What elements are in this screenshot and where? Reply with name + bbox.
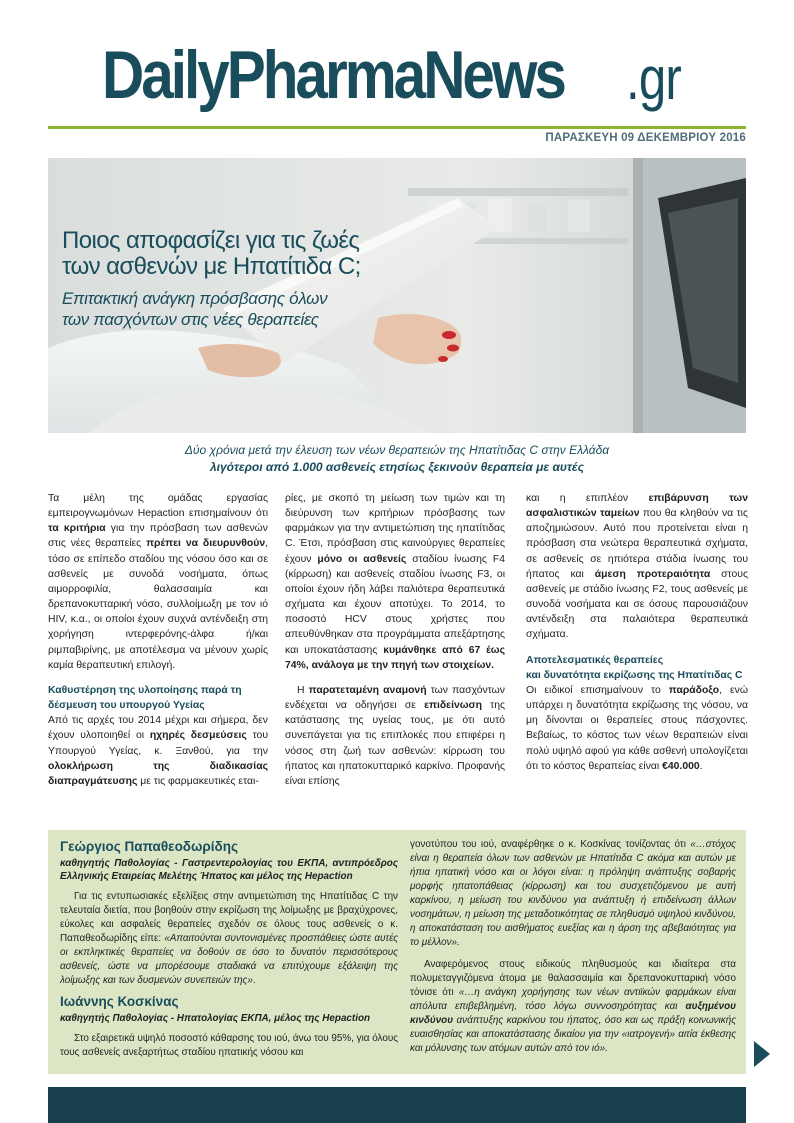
text-run: του Υπουργού Υγείας, κ. Ξανθού, για την	[48, 730, 269, 757]
experts-box-left	[60, 838, 398, 1060]
quote-text: «…στόχος είναι η θεραπεία όλων των ασθενών με Ηπατίτιδα C ακόμα και αυτών με ήπια ηπατική νόσο και οι λόγοι είναι: η πρόληψη ανάπτυξης σοβαρής μορφής ηπατοπάθειας (κίρρωση) και του συσχετιζόμενου με αυτή καρκίνου, η μείωση του κινδύνου για ανάπτυξη ή επιδείνωση άλλων νοσημάτων, η μείωση της μεταδοτικότητας σε πληθυσμό υψηλού κινδύνου, η αποκατάσταση του αισθήματος ευεξίας και η άρση της αβεβαιότητας για το μέλλον».	[410, 839, 736, 948]
quote-text: ανάπτυξης καρκίνου του ήπατος, όσο και ως πράξη κοινωνικής ευαισθησίας και αποκατάστασης δικαίου για την «ιατρογενή» αιτία έκθεσης και μόλυνσης των ατόμων αυτών από τον ιό».	[410, 1015, 736, 1054]
issue-date: ΠΑΡΑΣΚΕΥΗ 09 ΔΕΚΕΜΒΡΙΟΥ 2016	[545, 132, 746, 144]
emphasis-text: αυξημένου κινδύνου	[410, 1001, 736, 1026]
expert-title: καθηγητής Παθολογίας - Γαστρεντερολογίας του ΕΚΠΑ, αντιπρόεδρος Ελληνικής Εταιρείας Μελέτης Ήπατος και μέλος της Hepaction	[60, 858, 398, 882]
text-run: για την πρόσβαση των ασθενών στις νέες θεραπείες	[48, 523, 268, 550]
expert-quote-paragraph	[60, 890, 398, 988]
text-run: Από τις αρχές του 2014 μέχρι και σήμερα, δεν έχουν υλοποιηθεί οι	[48, 715, 268, 742]
quote-text: «Απαιτούνται συντονισμένες προσπάθειες ώστε αυτές οι εκπληκτικές θεραπείες να δοθούν σε όσο το δυνατόν περισσότερους ασθενείς, ώστε να μπορέσουμε σταδιακά να επιτύχουμε εξάλειψη της λοίμωξης και των δυσμενών συνεπειών της»	[60, 933, 398, 986]
emphasis-text: άμεση προτεραιότητα	[594, 568, 711, 580]
text-run: που θα κληθούν να τις αποζημιώσουν. Αυτό που προτείνεται είναι η πρόσβαση στα νεώτερα θεραπευτικά σχήματα, σε ασθενείς σε ηπιότερα στάδια ίνωσης του ήπατος και	[526, 508, 748, 580]
emphasis-text: επιδείνωση	[424, 700, 482, 712]
article-paragraph	[48, 713, 268, 789]
text-run: με τις φαρμακευτικές εται-	[137, 775, 259, 787]
text-run: και η επιπλέον	[526, 493, 649, 504]
expert-name: Ιωάννης Κοσκίνας	[60, 994, 179, 1009]
experts-box-right	[410, 838, 736, 1056]
next-page-arrow-icon[interactable]	[754, 1041, 770, 1067]
text-run: ρίες, με σκοπό τη μείωση των τιμών και τη διεύρυνση των κριτήριων πρόσβασης των φαρμάκων για την αντιμετώπιση της ηπατίτιδας C. Έτσι, πρόσβαση στις καινούργιες θεραπείες έχουν	[285, 493, 505, 565]
expert-name: Γεώργιος Παπαθεοδωρίδης	[60, 839, 238, 854]
text-run: .	[699, 760, 703, 772]
section-heading-line: και δυνατότητα εκρίζωσης της Ηπατίτιδας C	[526, 669, 743, 681]
expert-title: καθηγητής Παθολογίας - Ηπατολογίας ΕΚΠΑ, μέλος της Hepaction	[60, 1013, 371, 1024]
article-column-3	[526, 491, 748, 784]
text-run: Η	[297, 684, 309, 696]
hero-image	[48, 158, 746, 433]
text-run: , τόσο σε επίπεδο σταδίου της νόσου όσο και σε ασθενείς με συνοδά νοσήματα, όπως αιμορροφιλία, θαλασσαιμία και δρεπανοκυτταρική νόσο, συλλοίμωξη με τον ιό HIV, κ.α., οι οποίοι έχουν συχνά αντένδειξη στη χορήγηση ιντερφερόνης-άλφα ή/και ριμπαβιρίνης, με αποτέλεσμα να μένουν χωρίς καμία θεραπευτική επιλογή.	[48, 538, 268, 671]
section-heading	[526, 653, 748, 683]
headline	[62, 228, 361, 280]
footer-bar	[48, 1087, 746, 1123]
emphasis-text: ολοκλήρωση της διαδικασίας διαπραγμάτευσης	[48, 760, 268, 787]
text-run: Αναφερόμενος στους ειδικούς πληθυσμούς και ιδιαίτερα στα πολυμεταγγιζόμενα άτομα με θαλασσαιμία και δρεπανοκυτταρική νόσο τόνισε ότι	[410, 959, 736, 998]
text-run: σταδίου ίνωσης F4 (κίρρωση) και ασθενείς σταδίου ίνωσης F3, οι οποίοι έχουν ήδη λάβει παλιότερα θεραπευτικά σχήματα και έχουν αποτύχει. Το 2014, το ποσοστό HCV στους χρήστες που απευθύνθηκαν στα προγράμματα απεξάρτησης και υποκατάστασης	[285, 553, 505, 656]
emphasis-text: παράδοξο	[668, 684, 720, 696]
text-run: Οι ειδικοί επισημαίνουν το	[526, 684, 669, 696]
article-paragraph	[526, 683, 748, 774]
caption-highlight: λιγότεροι από 1.000 ασθενείς ετησίως ξεκινούν θεραπεία με αυτές	[209, 460, 585, 474]
article-paragraph	[285, 683, 505, 789]
text-run: γονοτύπου του ιού, αναφέρθηκε ο κ. Κοσκίνας τονίζοντας ότι	[410, 839, 691, 850]
text-run: .	[252, 975, 256, 986]
quote-text: «…η ανάγκη χορήγησης των νέων αντιϊκών φαρμάκων είναι απόλυτα επιβεβλημένη, τόσο λόγω συννοσηρότητας και	[410, 987, 736, 1012]
site-logo-tld: .gr	[626, 45, 681, 112]
text-run: Για τις εντυπωσιακές εξελίξεις στην αντιμετώπιση της Ηπατίτιδας C την τελευταία διετία, που βοηθούν στην εκρίζωση της λοίμωξης με βραχύχρονες, εύκολες και ασφαλείς θεραπείες σχεδόν σε όλους τους ασθενείς ο κ. Παπαθεοδωρίδης είπε:	[60, 891, 398, 944]
expert-quote-paragraph	[410, 838, 736, 950]
emphasis-text: €40.000	[662, 760, 700, 772]
text-run: στους ασθενείς με στάδιο ίνωσης F2, τους ασθενείς με συνοδά νοσήματα και σε όσους παρουσιάζουν αντένδειξη στα παλαιότερα θεραπευτικά σχήματα.	[526, 568, 748, 641]
emphasis-text: τα κριτήρια	[48, 523, 106, 535]
emphasis-text: παρατεταμένη αναμονή	[308, 684, 427, 696]
section-heading: Καθυστέρηση της υλοποίησης παρά τη δέσμευση του υπουργού Υγείας	[48, 684, 242, 712]
text-run: Τα μέλη της ομάδας εργασίας εμπειρογνωμόνων Hepaction επισημαίνουν ότι	[48, 493, 268, 520]
emphasis-text: μόνο οι ασθενείς	[317, 553, 407, 565]
article-column-2	[285, 491, 505, 799]
subheadline-line: Επιτακτική ανάγκη πρόσβασης όλων	[62, 289, 328, 308]
section-heading-line: Αποτελεσματικές θεραπείες	[526, 654, 664, 666]
text-run: της κατάστασης της υγείας τους, με ότι αυτό συνεπάγεται για τις επιπλοκές που επιφέρει η νόσος στη ζωή των ασθενών: κίρρωση του ήπατος και ηπατοκυτταρικό καρκίνο. Προφανής είναι επίσης	[285, 700, 505, 787]
expert-quote-paragraph	[60, 1032, 398, 1060]
masthead-rule	[48, 126, 746, 129]
article-column-1	[48, 491, 268, 799]
caption-line: Δύο χρόνια μετά την έλευση των νέων θεραπειών της Ηπατίτιδας C στην Ελλάδα	[184, 443, 610, 457]
article-paragraph	[285, 491, 505, 673]
text-run: , ενώ υπάρχει η δυνατότητα εκρίζωσης της νόσου, να μη δίνονται οι θεραπείες στους πάσχοντες. Βεβαίως, το κόστος των νέων θεραπειών είναι πολύ υψηλό αφού για κάθε ασθενή υπολογίζεται ότι το κόστος θεραπείας είναι	[526, 684, 748, 772]
emphasis-text: ηχηρές δεσμεύσεις	[149, 730, 247, 742]
subheadline-line: των πασχόντων στις νέες θεραπείες	[62, 310, 319, 329]
emphasis-text: κυμάνθηκε από 67 έως 74%, ανάλογα με την πηγή των στοιχείων.	[285, 644, 505, 671]
masthead	[48, 36, 748, 128]
subheadline	[62, 288, 327, 330]
text-run: των πασχόντων ενδέχεται να οδηγήσει σε	[285, 684, 505, 712]
experts-box	[48, 830, 746, 1074]
article-paragraph	[526, 491, 748, 643]
emphasis-text: πρέπει να διευρυνθούν	[146, 538, 266, 550]
expert-quote-paragraph	[410, 958, 736, 1056]
text-run: Στο εξαιρετικά υψηλό ποσοστό κάθαρσης του ιού, άνω του 95%, για όλους τους ασθενείς ανεξαρτήτως σταδίου ηπατικής νόσου και	[60, 1033, 398, 1058]
image-caption	[48, 442, 746, 476]
emphasis-text: επιβάρυνση των ασφαλιστικών ταμείων	[526, 493, 748, 520]
headline-line: των ασθενών με Ηπατίτιδα C;	[62, 253, 361, 280]
headline-line: Ποιος αποφασίζει για τις ζωές	[62, 227, 360, 254]
site-logo: DailyPharmaNews	[102, 37, 564, 113]
article-paragraph	[48, 491, 268, 673]
